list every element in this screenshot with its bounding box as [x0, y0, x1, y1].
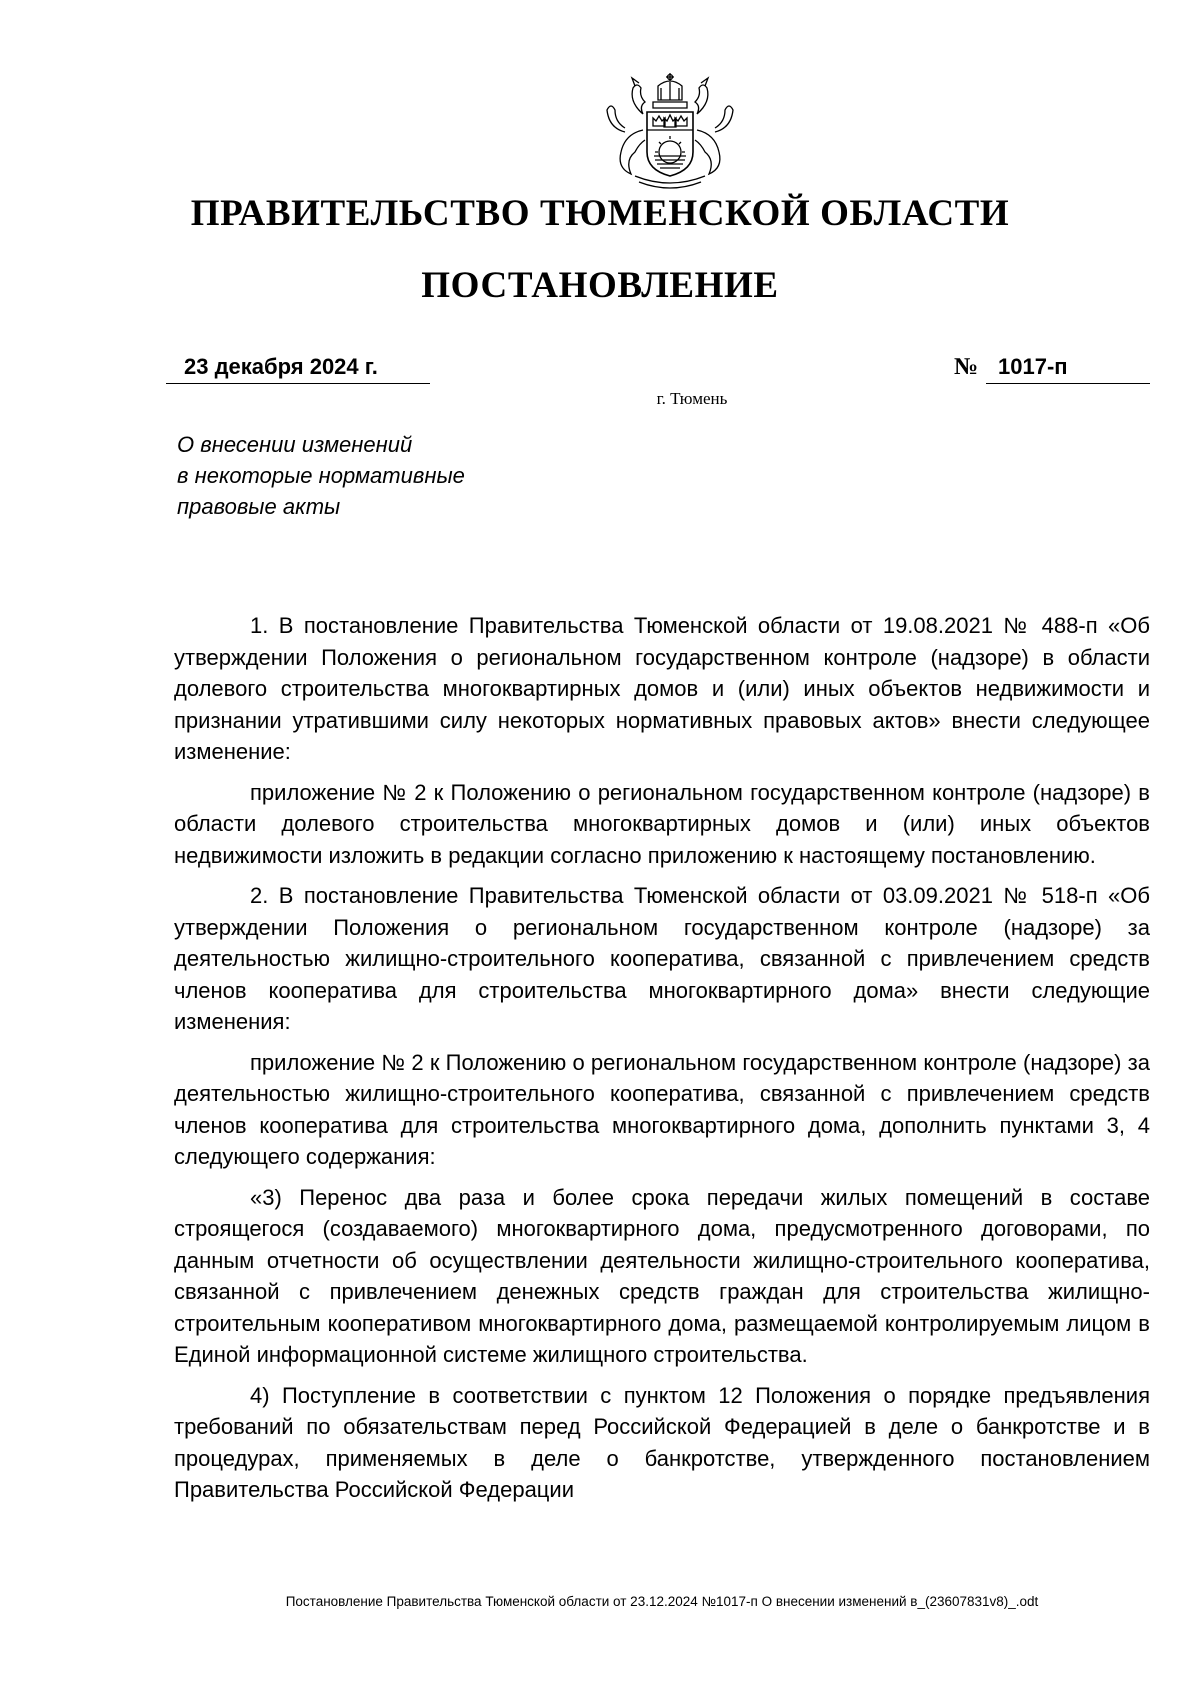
page-footer: Постановление Правительства Тюменской области от 23.12.2024 №1017-п О внесении изменений в_(23607831v8)_.odt — [285, 1594, 1039, 1609]
body-paragraph: «3) Перенос два раза и более срока передачи жилых помещений в составе строящегося (создаваемого) многоквартирного дома, предусмотренного договорами, по данным отчетности об осуществлении деятельности жилищно-строительного кооператива, связанной с привлечением денежных средств граждан для строительства жилищно-строительным кооперативом многоквартирного дома, размещаемой контролируемым лицом в Единой информационной системе жилищного строительства. — [174, 1184, 1150, 1367]
city-name: г. Тюмень — [656, 389, 728, 408]
date-field — [166, 355, 430, 384]
subject-line: в некоторые нормативные — [177, 463, 465, 488]
body-paragraph: приложение № 2 к Положению о региональном государственном контроле (надзоре) в области долевого строительства многоквартирных домов и (или) иных объектов недвижимости изложить в редакции согласно приложению к настоящему постановлению. — [174, 779, 1150, 868]
document-date: 23 декабря 2024 г. — [184, 354, 378, 379]
body-paragraph: 1. В постановление Правительства Тюменской области от 19.08.2021 № 488-п «Об утверждении Положения о региональном государственном контроле (надзоре) в области долевого строительства многоквартирных домов и (или) иных объектов недвижимости и признании утратившими силу некоторых нормативных правовых актов» внести следующее изменение: — [174, 613, 1150, 764]
subject-line: О внесении изменений — [177, 432, 413, 457]
document-body — [174, 610, 1150, 1515]
body-paragraph: 2. В постановление Правительства Тюменской области от 03.09.2021 № 518-п «Об утверждении Положения о региональном государственном контроле (надзоре) за деятельностью жилищно-строительного кооператива, связанной с привлечением средств членов кооператива для строительства многоквартирного дома» внести следующие изменения: — [174, 883, 1150, 1034]
number-sign: № — [954, 354, 979, 380]
body-paragraph: 4) Поступление в соответствии с пунктом 12 Положения о порядке предъявления требований по обязательствам перед Российской Федерацией в деле о банкротстве и в процедурах, применяемых в деле о банкротстве, утвержденного постановлением Правительства Российской Федерации — [174, 1382, 1150, 1502]
government-name: ПРАВИТЕЛЬСТВО ТЮМЕНСКОЙ ОБЛАСТИ — [190, 193, 1010, 234]
body-paragraph: приложение № 2 к Положению о региональном государственном контроле (надзоре) за деятельностью жилищно-строительного кооператива, связанной с привлечением средств членов кооператива для строительства многоквартирного дома, дополнить пунктами 3, 4 следующего содержания: — [174, 1049, 1150, 1169]
number-field — [986, 355, 1150, 384]
coat-of-arms-emblem — [595, 72, 745, 190]
subject-line: правовые акты — [177, 494, 341, 519]
document-number: 1017-п — [998, 354, 1068, 379]
document-type-title: ПОСТАНОВЛЕНИЕ — [421, 265, 779, 306]
document-subject — [177, 429, 465, 522]
